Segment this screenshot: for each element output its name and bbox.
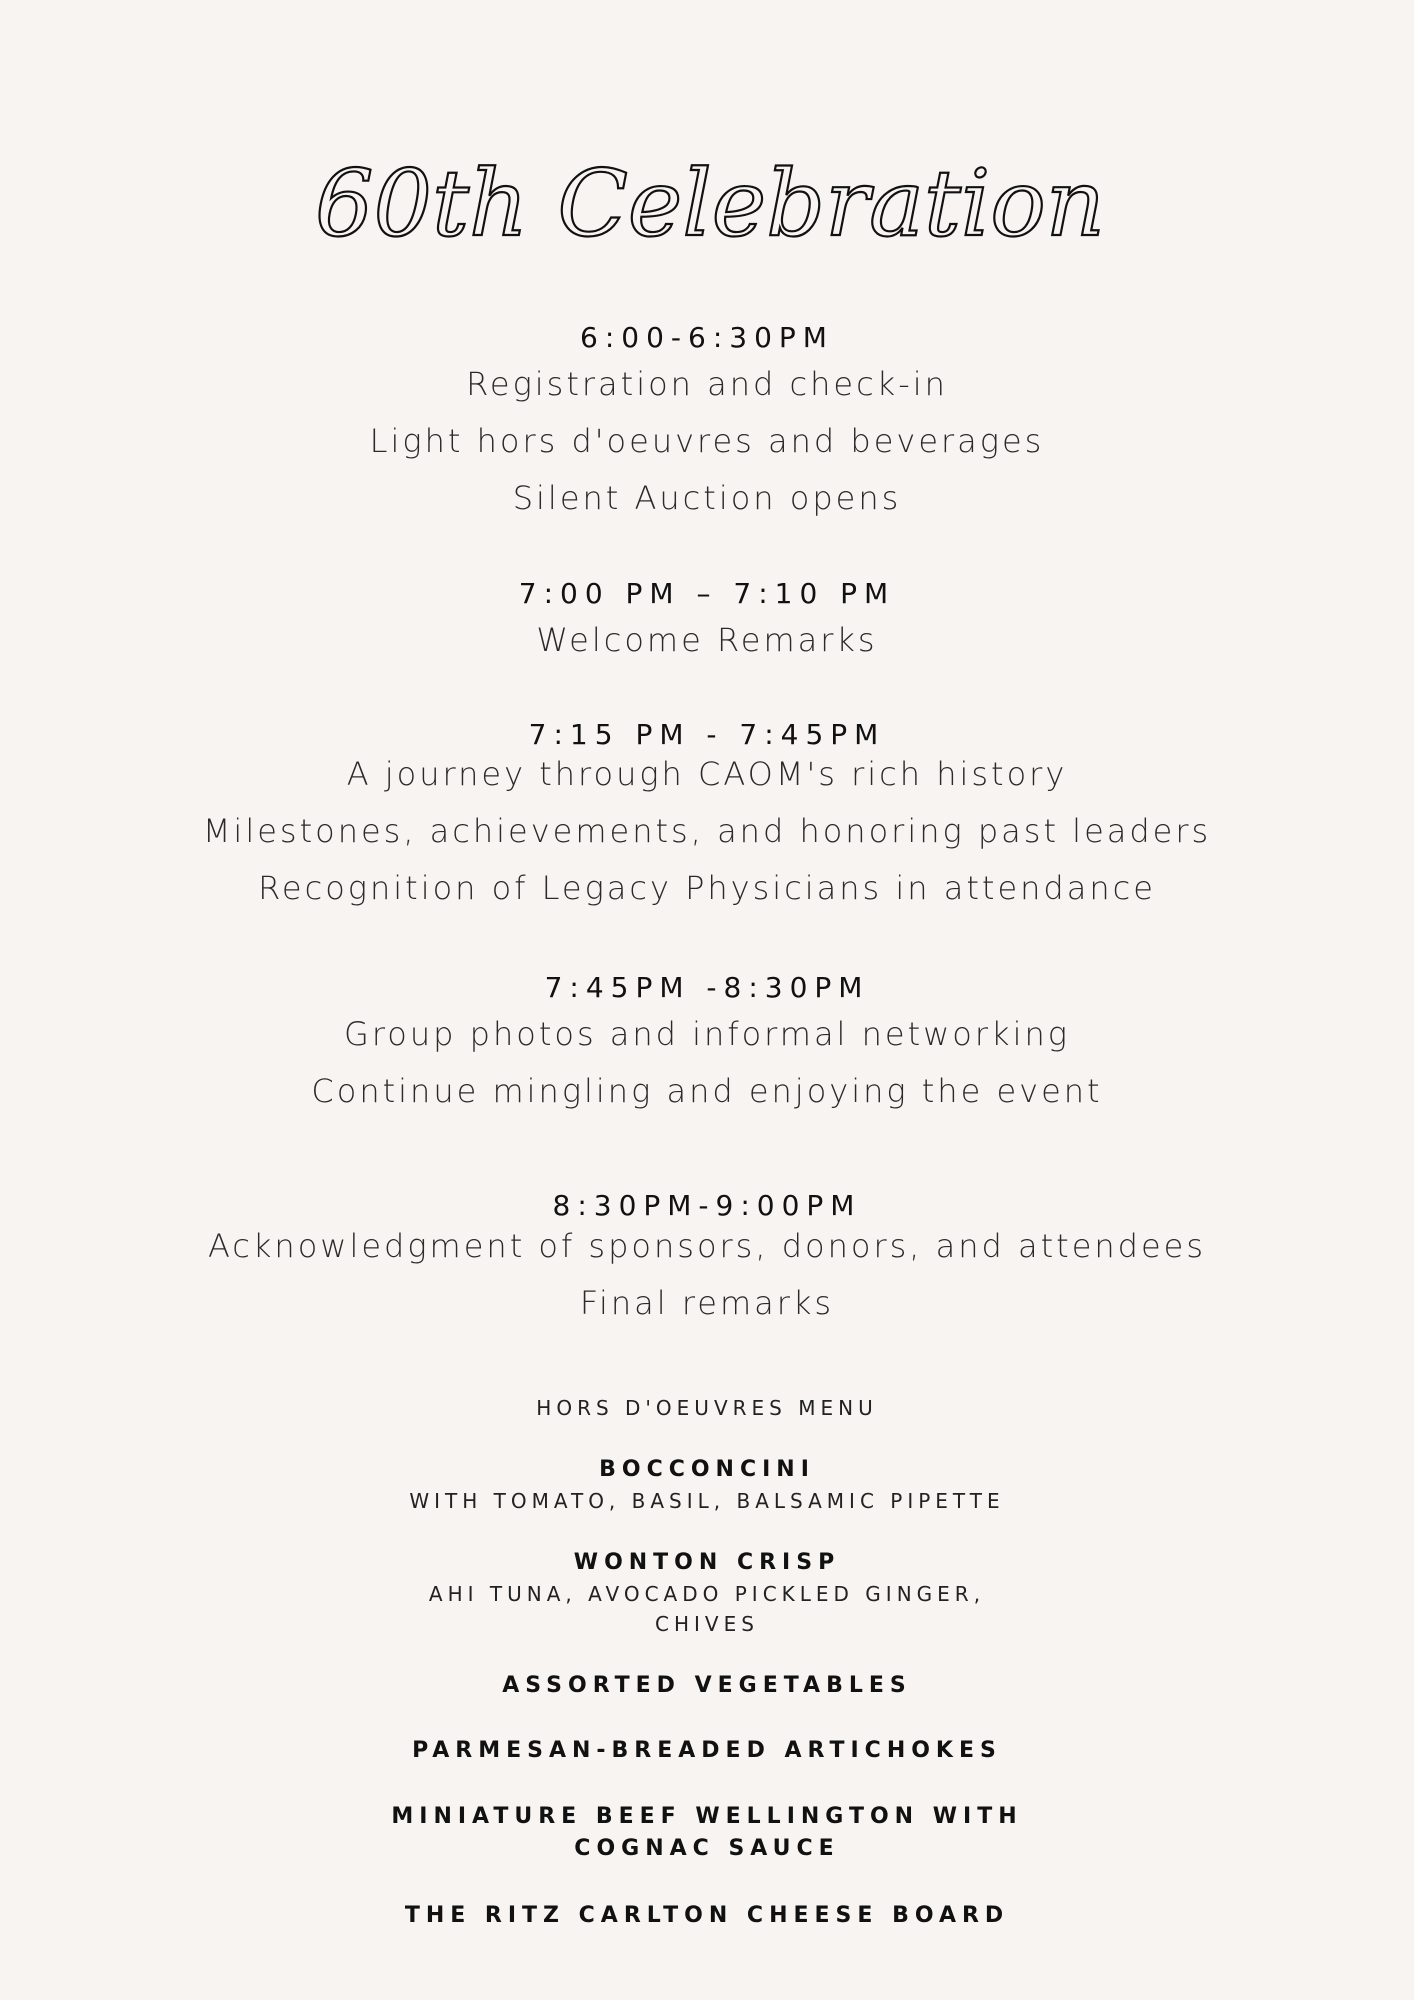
schedule-item: Welcome Remarks [536, 621, 878, 659]
schedule-item: Continue mingling and enjoying the event [311, 1072, 1103, 1110]
dish-name: WONTON CRISP [573, 1550, 841, 1575]
menu-dish [0, 1547, 1414, 1639]
schedule-item: Recognition of Legacy Physicians in attendance [258, 869, 1156, 907]
menu-heading: HORS D'OEUVRES MENU [536, 1396, 878, 1420]
schedule-item: Milestones, achievements, and honoring past leaders [202, 812, 1212, 850]
schedule-time: 7:15 PM - 7:45PM [528, 718, 886, 751]
schedule-time: 7:45PM -8:30PM [544, 971, 870, 1004]
schedule-item: Registration and check-in [466, 365, 948, 403]
menu-dish [0, 1735, 1414, 1767]
schedule-time: 7:00 PM – 7:10 PM [518, 577, 896, 610]
schedule-item: Silent Auction opens [512, 479, 902, 517]
schedule-block-2 [0, 576, 1414, 669]
dish-name: THE RITZ CARLTON CHEESE BOARD [404, 1903, 1010, 1928]
page-title-artwork: 60th Celebration [315, 150, 1105, 257]
menu-dish [0, 1801, 1414, 1865]
menu-dish [0, 1900, 1414, 1932]
dish-description: AHI TUNA, AVOCADO PICKLED GINGER, CHIVES [428, 1582, 986, 1636]
dish-name: PARMESAN-BREADED ARTICHOKES [412, 1738, 1002, 1763]
dish-name: MINIATURE BEEF WELLINGTON WITH COGNAC SAUCE [391, 1804, 1023, 1861]
page-title [315, 120, 1105, 290]
schedule-block-4 [0, 970, 1414, 1120]
schedule-item: A journey through CAOM's rich history [346, 755, 1068, 793]
dish-name: BOCCONCINI [599, 1457, 815, 1482]
schedule-item: Light hors d'oeuvres and beverages [369, 422, 1045, 460]
menu-dish [0, 1670, 1414, 1702]
schedule-item: Final remarks [579, 1284, 835, 1322]
schedule-block-3 [0, 718, 1414, 917]
schedule-time: 8:30PM-9:00PM [552, 1189, 862, 1222]
schedule-time: 6:00-6:30PM [580, 321, 834, 354]
dish-name: ASSORTED VEGETABLES [502, 1673, 912, 1698]
menu-dish [0, 1454, 1414, 1516]
schedule-item: Group photos and informal networking [344, 1015, 1070, 1053]
schedule-item: Acknowledgment of sponsors, donors, and attendees [207, 1227, 1207, 1265]
schedule-block-1 [0, 320, 1414, 527]
dish-description: WITH TOMATO, BASIL, BALSAMIC PIPETTE [409, 1489, 1005, 1513]
menu-heading-block [0, 1394, 1414, 1422]
schedule-block-5 [0, 1188, 1414, 1332]
